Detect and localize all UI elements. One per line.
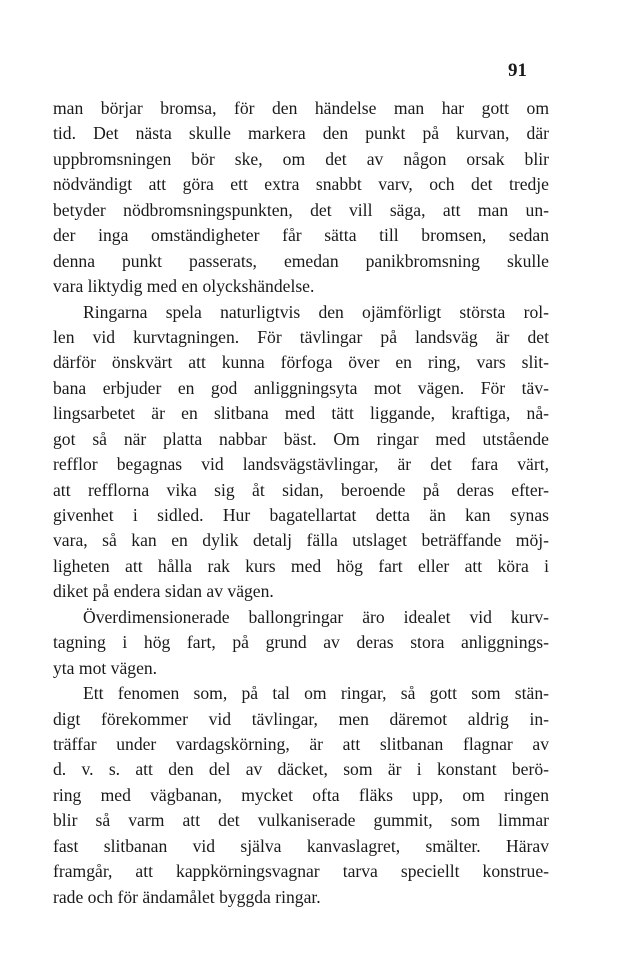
paragraph (53, 681, 549, 910)
text-line: fast slitbanan vid själva kanvaslagret, smälter. Härav (53, 835, 549, 856)
text-line: betyder nödbromsningspunkten, det vill säga, att man un- (53, 199, 549, 220)
text-line: vara, så kan en dylik detalj fälla utslaget beträffande möj- (53, 530, 549, 551)
text-line: ligheten att hålla rak kurs med hög fart eller att köra i (53, 555, 549, 576)
text-line: Ett fenomen som, på tal om ringar, så gott som stän- (83, 683, 549, 704)
text-line: refflor begagnas vid landsvägstävlingar, är det fara värt, (53, 454, 549, 475)
text-line: der inga omständigheter får sätta till bromsen, sedan (53, 225, 549, 246)
text-line: denna punkt passerats, emedan panikbromsning skulle (53, 250, 549, 271)
text-line: lingsarbetet är en slitbana med tätt liggande, kraftiga, nå- (53, 403, 549, 424)
text-line: tid. Det nästa skulle markera den punkt på kurvan, där (53, 123, 549, 144)
paragraph (53, 96, 549, 300)
text-line: man börjar bromsa, för den händelse man har gott om (53, 98, 549, 118)
text-line: träffar under vardagskörning, är att slitbanan flagnar av (53, 733, 549, 754)
paragraph (53, 300, 549, 605)
text-line: tagning i hög fart, på grund av deras stora anliggnings- (53, 632, 549, 653)
paragraph (53, 605, 549, 681)
text-line: blir så varm att det vulkaniserade gummit, som limmar (53, 810, 549, 831)
text-line: digt förekommer vid tävlingar, men däremot aldrig in- (53, 708, 549, 729)
body-text (53, 96, 549, 910)
text-line: Ringarna spela naturligtvis den ojämförligt största rol- (83, 301, 549, 322)
text-line: len vid kurvtagningen. För tävlingar på landsväg är det (53, 326, 549, 347)
text-line: ring med vägbanan, mycket ofta fläks upp, om ringen (53, 784, 549, 805)
text-line: bana erbjuder en god anliggningsyta mot vägen. För täv- (53, 377, 549, 398)
text-line: yta mot vägen. (53, 657, 158, 678)
text-line: d. v. s. att den del av däcket, som är i konstant berö- (53, 759, 549, 780)
text-line: nödvändigt att göra ett extra snabbt varv, och det tredje (53, 174, 549, 195)
text-line: framgår, att kappkörningsvagnar tarva speciellt konstrue- (53, 861, 549, 882)
text-line: vara liktydig med en olyckshändelse. (53, 276, 315, 297)
text-line: att refflorna vika sig åt sidan, beroende på deras efter- (53, 479, 549, 500)
text-line: därför önskvärt att kunna förfoga över en ring, vars slit- (53, 352, 549, 373)
text-line: Överdimensionerade ballongringar äro idealet vid kurv- (83, 606, 549, 627)
page-number: 91 (508, 60, 527, 81)
text-line: givenhet i sidled. Hur bagatellartat detta än kan synas (53, 505, 549, 525)
text-line: got så när platta nabbar bäst. Om ringar med utstående (53, 428, 549, 449)
text-line: uppbromsningen bör ske, om det av någon orsak blir (53, 148, 549, 169)
text-line: rade och för ändamålet byggda ringar. (53, 886, 321, 907)
text-line: diket på endera sidan av vägen. (53, 581, 274, 602)
